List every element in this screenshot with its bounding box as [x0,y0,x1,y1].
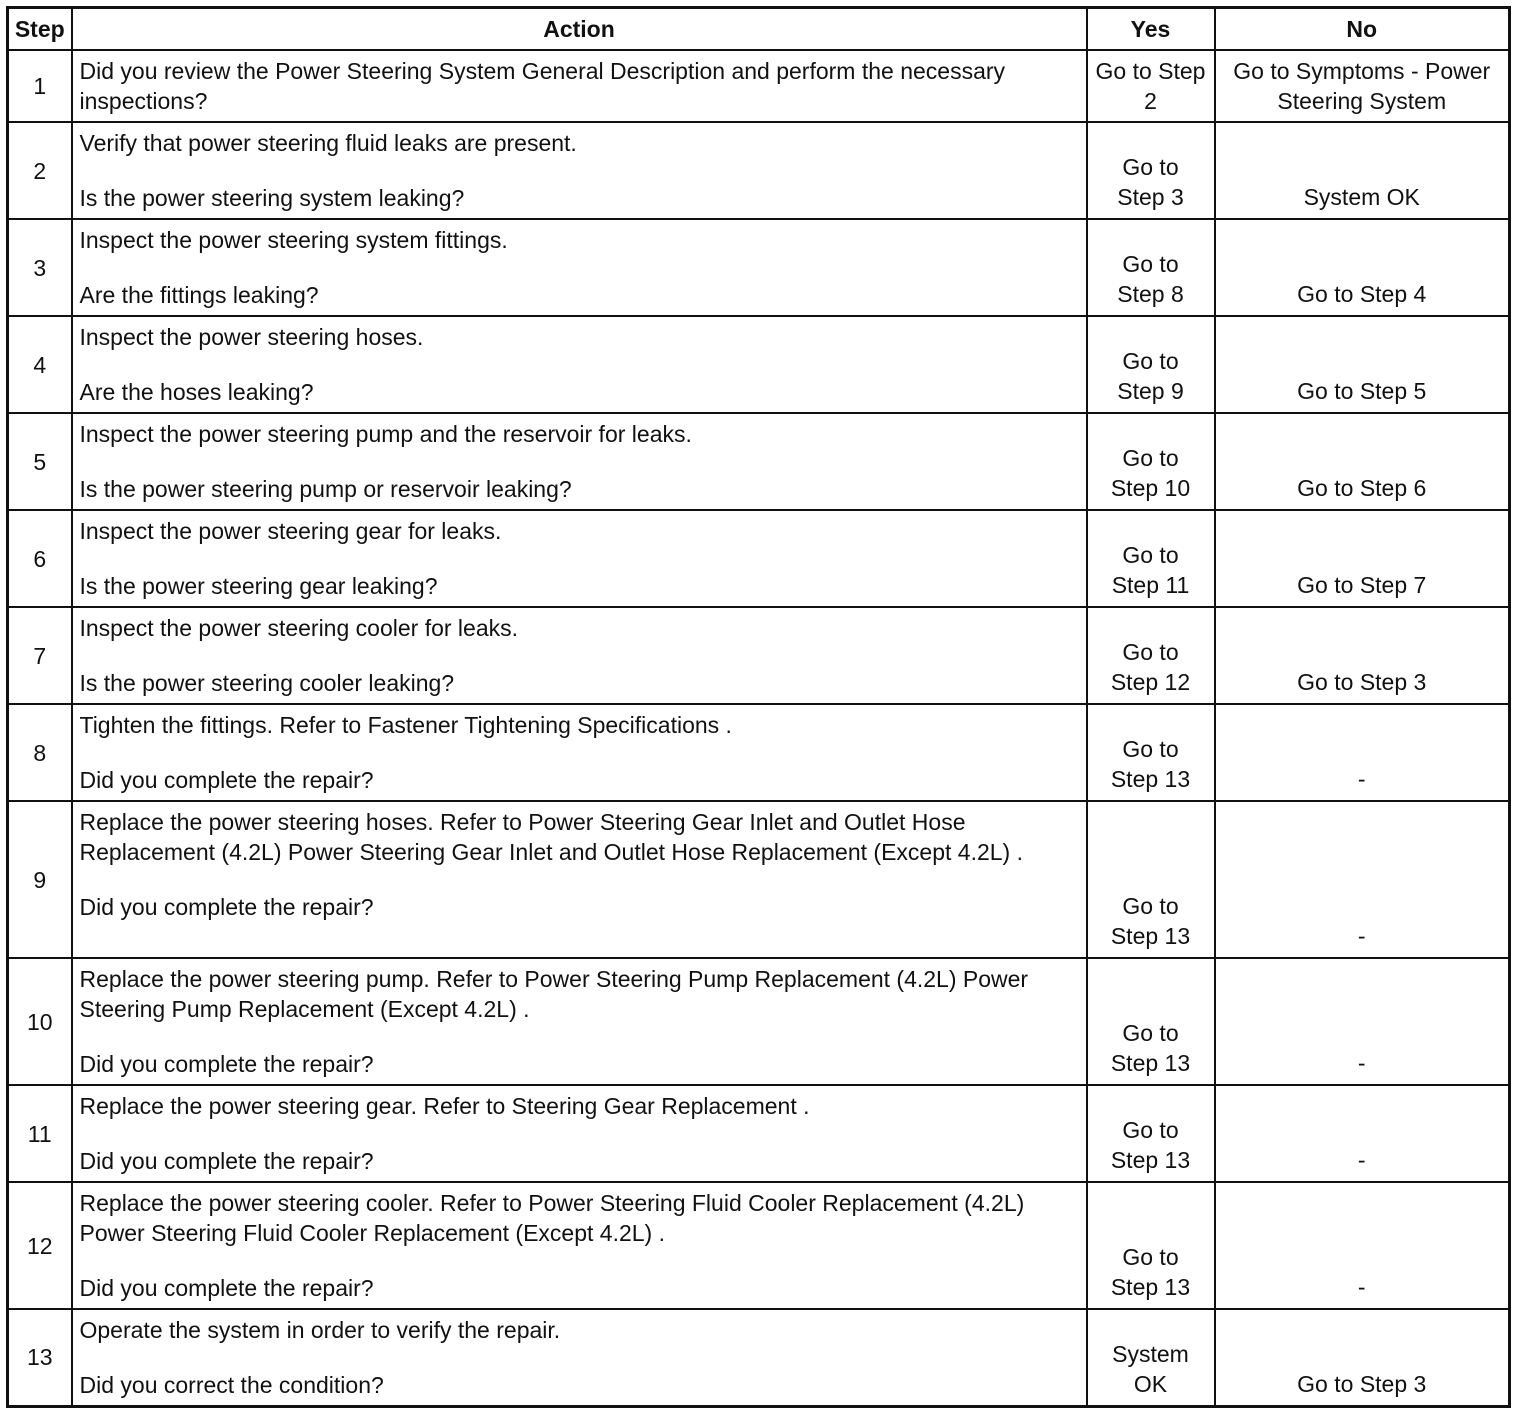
step-number: 6 [8,510,72,607]
no-cell: - [1215,1182,1510,1309]
table-row [8,510,1510,607]
action-cell [72,801,1087,958]
diagnostic-table-container [6,6,1511,1408]
step-number: 7 [8,607,72,704]
no-cell: - [1215,704,1510,801]
table-row [8,1085,1510,1182]
step-number: 5 [8,413,72,510]
action-cell [72,50,1087,122]
action-cell [72,219,1087,316]
action-cell [72,704,1087,801]
action-text: Tighten the fittings. Refer to Fastener Tightening Specifications . [79,712,732,738]
action-question: Are the fittings leaking? [79,282,319,308]
table-row [8,1182,1510,1309]
yes-cell: Go to Step 12 [1087,607,1215,704]
action-question: Are the hoses leaking? [79,379,314,405]
no-cell: Go to Step 4 [1215,219,1510,316]
no-cell: System OK [1215,122,1510,219]
action-text: Replace the power steering gear. Refer to Steering Gear Replacement . [79,1093,810,1119]
action-cell [72,607,1087,704]
action-question: Did you correct the condition? [79,1372,384,1398]
step-number: 2 [8,122,72,219]
table-row [8,413,1510,510]
column-header-step: Step [8,8,72,51]
yes-cell: Go to Step 13 [1087,1182,1215,1309]
action-text: Replace the power steering cooler. Refer to Power Steering Fluid Cooler Replacement (4.2L) Power Steering Fluid Cooler Replacement (Except 4.2L) . [79,1190,1025,1246]
step-number: 12 [8,1182,72,1309]
yes-cell: Go to Step 8 [1087,219,1215,316]
no-cell: Go to Step 3 [1215,1309,1510,1406]
action-question: Did you complete the repair? [79,894,374,920]
no-cell: - [1215,958,1510,1085]
table-row [8,122,1510,219]
yes-cell: Go to Step 13 [1087,801,1215,958]
yes-cell: Go to Step 13 [1087,958,1215,1085]
action-cell [72,958,1087,1085]
table-row [8,704,1510,801]
action-question: Did you complete the repair? [79,1051,374,1077]
action-cell [72,316,1087,413]
column-header-no: No [1215,8,1510,51]
table-row [8,316,1510,413]
action-text: Inspect the power steering system fittings. [79,227,508,253]
step-number: 10 [8,958,72,1085]
action-text: Inspect the power steering pump and the reservoir for leaks. [79,421,692,447]
action-question: Did you complete the repair? [79,1275,374,1301]
action-question: Is the power steering gear leaking? [79,573,438,599]
table-row [8,607,1510,704]
action-text: Inspect the power steering gear for leaks. [79,518,502,544]
action-question: Did you complete the repair? [79,767,374,793]
yes-cell: Go to Step 13 [1087,704,1215,801]
table-row [8,50,1510,122]
no-cell: Go to Step 6 [1215,413,1510,510]
yes-cell: Go to Step 3 [1087,122,1215,219]
action-text: Verify that power steering fluid leaks are present. [79,130,577,156]
action-text: Replace the power steering pump. Refer to Power Steering Pump Replacement (4.2L) Power Steering Pump Replacement (Except 4.2L) . [79,966,1029,1022]
action-cell [72,122,1087,219]
table-row [8,1309,1510,1406]
step-number: 4 [8,316,72,413]
no-cell: Go to Step 3 [1215,607,1510,704]
no-cell: - [1215,801,1510,958]
step-number: 1 [8,50,72,122]
yes-cell: Go to Step 2 [1087,50,1215,122]
action-question: Did you complete the repair? [79,1148,374,1174]
step-number: 3 [8,219,72,316]
action-question: Is the power steering system leaking? [79,185,465,211]
action-question: Is the power steering cooler leaking? [79,670,455,696]
action-text: Inspect the power steering cooler for leaks. [79,615,519,641]
no-cell: Go to Step 5 [1215,316,1510,413]
table-row [8,801,1510,958]
table-row [8,958,1510,1085]
no-cell: - [1215,1085,1510,1182]
step-number: 11 [8,1085,72,1182]
step-number: 9 [8,801,72,958]
action-text: Did you review the Power Steering System General Description and perform the necessary inspections? [79,57,1006,114]
diagnostic-table [6,6,1511,1408]
step-number: 13 [8,1309,72,1406]
no-cell: Go to Step 7 [1215,510,1510,607]
action-cell [72,1309,1087,1406]
yes-cell: Go to Step 10 [1087,413,1215,510]
yes-cell: Go to Step 11 [1087,510,1215,607]
action-cell [72,1085,1087,1182]
action-text: Operate the system in order to verify the repair. [79,1317,561,1343]
yes-cell: Go to Step 13 [1087,1085,1215,1182]
yes-cell: Go to Step 9 [1087,316,1215,413]
column-header-yes: Yes [1087,8,1215,51]
step-number: 8 [8,704,72,801]
action-question: Is the power steering pump or reservoir leaking? [79,476,572,502]
action-text: Replace the power steering hoses. Refer to Power Steering Gear Inlet and Outlet Hose Replacement (4.2L) Power Steering Gear Inlet and Outlet Hose Replacement (Except 4.2L) . [79,809,1023,865]
action-text: Inspect the power steering hoses. [79,324,424,350]
table-row [8,219,1510,316]
header-row [8,8,1510,51]
action-cell [72,1182,1087,1309]
no-cell: Go to Symptoms - Power Steering System [1215,50,1510,122]
action-cell [72,510,1087,607]
column-header-action: Action [72,8,1087,51]
yes-cell: System OK [1087,1309,1215,1406]
action-cell [72,413,1087,510]
